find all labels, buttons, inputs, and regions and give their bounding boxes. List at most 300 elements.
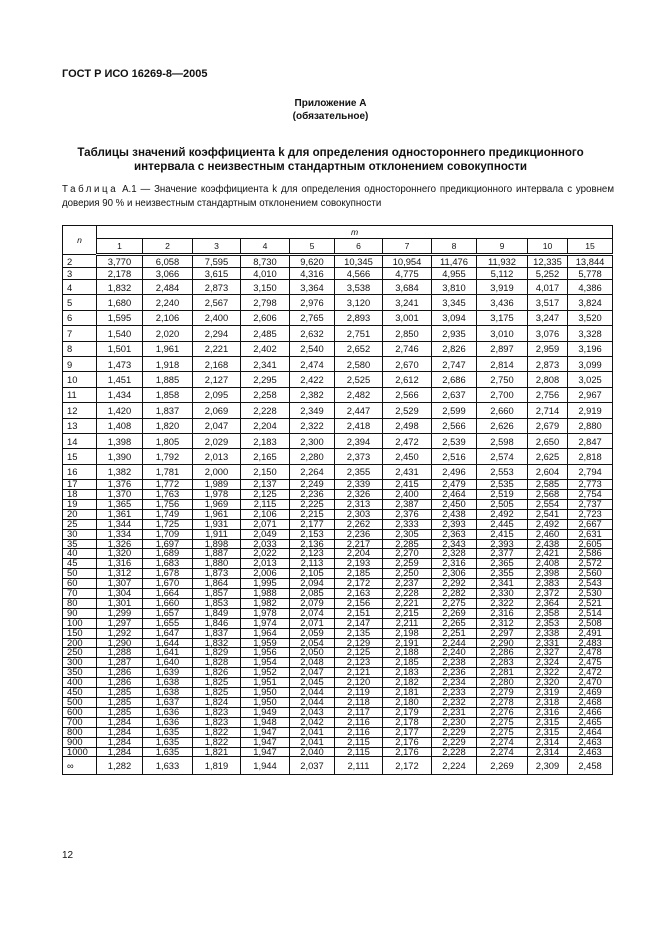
k-value-cell: 2,251	[432, 628, 477, 638]
k-value-cell: 1,640	[143, 658, 193, 668]
k-value-cell: 3,099	[568, 356, 613, 371]
k-value-cell: 1,763	[143, 489, 193, 499]
n-cell: 70	[63, 589, 97, 599]
k-value-cell: 1,344	[97, 519, 143, 529]
k-value-cell: 2,756	[528, 387, 568, 402]
m-column-header: m	[97, 226, 613, 239]
table-row	[63, 449, 613, 464]
k-value-cell: 2,215	[290, 509, 335, 519]
k-value-cell: 2,631	[568, 529, 613, 539]
k-value-cell: 2,269	[432, 608, 477, 618]
k-value-cell: 1,365	[97, 499, 143, 509]
k-value-cell: 2,746	[383, 341, 432, 356]
k-value-cell: 2,280	[290, 449, 335, 464]
table-row	[63, 509, 613, 519]
k-value-cell: 2,464	[432, 489, 477, 499]
k-value-cell: 2,539	[432, 433, 477, 448]
k-value-cell: 3,241	[383, 295, 432, 310]
n-cell: 5	[63, 295, 97, 310]
k-value-cell: 1,639	[143, 668, 193, 678]
table-row	[63, 387, 613, 402]
k-value-cell: 1,655	[143, 618, 193, 628]
k-value-cell: 2,586	[568, 549, 613, 559]
table-body	[63, 255, 613, 775]
n-cell: 50	[63, 569, 97, 579]
k-value-cell: 1,382	[97, 464, 143, 479]
k-value-cell: 2,338	[528, 628, 568, 638]
k-value-cell: 1,911	[193, 529, 241, 539]
k-value-cell: 1,819	[193, 757, 241, 775]
k-value-cell: 1,636	[143, 707, 193, 717]
k-value-cell: 2,313	[335, 499, 383, 509]
k-value-cell: 2,125	[335, 648, 383, 658]
k-value-cell: 2,355	[477, 569, 528, 579]
k-value-cell: 2,818	[568, 449, 613, 464]
k-value-cell: 2,106	[143, 310, 193, 325]
k-value-cell: 3,538	[335, 280, 383, 295]
k-value-cell: 2,754	[568, 489, 613, 499]
table-row	[63, 737, 613, 747]
k-value-cell: 2,228	[432, 747, 477, 757]
k-value-cell: 2,037	[290, 757, 335, 775]
k-value-cell: 2,343	[432, 539, 477, 549]
table-row	[63, 519, 613, 529]
table-row	[63, 356, 613, 371]
k-value-cell: 2,233	[432, 688, 477, 698]
k-value-cell: 2,625	[528, 449, 568, 464]
k-value-cell: 1,312	[97, 569, 143, 579]
n-cell: 30	[63, 529, 97, 539]
table-row	[63, 326, 613, 341]
k-value-cell: 1,853	[193, 598, 241, 608]
k-value-cell: 1,947	[241, 737, 290, 747]
k-value-cell: 2,505	[477, 499, 528, 509]
k-value-cell: 2,353	[528, 618, 568, 628]
k-value-cell: 1,961	[193, 509, 241, 519]
k-value-cell: 2,679	[528, 418, 568, 433]
k-value-cell: 2,280	[477, 678, 528, 688]
k-value-cell: 2,193	[335, 559, 383, 569]
k-value-cell: 2,897	[477, 341, 528, 356]
m-header-cell: 3	[193, 239, 241, 255]
k-value-cell: 1,978	[241, 608, 290, 618]
k-value-cell: 1,772	[143, 480, 193, 490]
k-value-cell: 2,050	[290, 648, 335, 658]
n-cell: 4	[63, 280, 97, 295]
k-value-cell: 1,951	[241, 678, 290, 688]
k-value-cell: 2,153	[290, 529, 335, 539]
k-value-cell: 2,125	[241, 489, 290, 499]
k-value-cell: 2,959	[528, 341, 568, 356]
k-value-cell: 3,247	[528, 310, 568, 325]
k-value-cell: 2,069	[193, 403, 241, 418]
k-value-cell: 1,326	[97, 539, 143, 549]
k-value-cell: 1,873	[193, 569, 241, 579]
k-value-cell: 2,074	[290, 608, 335, 618]
k-value-cell: 2,040	[290, 747, 335, 757]
k-value-cell: 1,824	[193, 698, 241, 708]
k-value-cell: 2,274	[477, 747, 528, 757]
k-value-cell: 2,292	[432, 579, 477, 589]
k-value-cell: 2,116	[335, 717, 383, 727]
k-value-cell: 1,285	[97, 698, 143, 708]
k-value-cell: 1,857	[193, 589, 241, 599]
k-value-cell: 2,826	[432, 341, 477, 356]
k-value-cell: 2,240	[432, 648, 477, 658]
k-value-cell: 2,363	[432, 529, 477, 539]
k-value-cell: 1,473	[97, 356, 143, 371]
k-value-cell: 2,225	[290, 499, 335, 509]
k-value-cell: 1,864	[193, 579, 241, 589]
k-value-cell: 1,390	[97, 449, 143, 464]
k-value-cell: 1,837	[143, 403, 193, 418]
k-value-cell: 2,316	[432, 559, 477, 569]
k-value-cell: 1,304	[97, 589, 143, 599]
table-row	[63, 480, 613, 490]
k-value-cell: 1,301	[97, 598, 143, 608]
k-value-cell: 1,823	[193, 707, 241, 717]
k-value-cell: 2,250	[383, 569, 432, 579]
k-value-cell: 2,042	[290, 717, 335, 727]
k-value-cell: 2,464	[568, 727, 613, 737]
k-value-cell: 1,286	[97, 668, 143, 678]
k-value-cell: 2,105	[290, 569, 335, 579]
k-value-cell: 1,292	[97, 628, 143, 638]
k-value-cell: 2,478	[568, 648, 613, 658]
k-value-cell: 1,420	[97, 403, 143, 418]
k-value-cell: 3,076	[528, 326, 568, 341]
k-value-cell: 2,383	[528, 579, 568, 589]
k-value-cell: 2,543	[568, 579, 613, 589]
k-value-cell: 2,041	[290, 737, 335, 747]
n-cell: 11	[63, 387, 97, 402]
k-value-cell: 2,445	[477, 519, 528, 529]
k-value-cell: 1,849	[193, 608, 241, 618]
n-cell: 250	[63, 648, 97, 658]
k-value-cell: 1,633	[143, 757, 193, 775]
m-header-cell: 10	[528, 239, 568, 255]
table-row	[63, 678, 613, 688]
n-cell: 35	[63, 539, 97, 549]
table-caption-text: А.1 — Значение коэффициента k для определения одностороннего предикционного интервала с уровнем доверия 90 % и неизвестным стандартным отклонением совокупности	[62, 184, 614, 209]
k-value-cell: 2,150	[241, 464, 290, 479]
n-cell: 350	[63, 668, 97, 678]
k-value-cell: 2,808	[528, 372, 568, 387]
k-value-cell: 1,989	[193, 480, 241, 490]
k-value-cell: 2,281	[477, 668, 528, 678]
table-row	[63, 628, 613, 638]
k-value-cell: 4,010	[241, 268, 290, 280]
k-value-cell: 1,285	[97, 688, 143, 698]
m-values-header-row	[63, 239, 613, 255]
table-row	[63, 707, 613, 717]
k-value-cell: 1,947	[241, 747, 290, 757]
n-cell: 800	[63, 727, 97, 737]
k-value-cell: 2,079	[290, 598, 335, 608]
k-value-cell: 2,115	[335, 747, 383, 757]
annex-title: Приложение А	[294, 98, 367, 109]
k-value-cell: 1,858	[143, 387, 193, 402]
k-value-cell: 3,824	[568, 295, 613, 310]
k-value-cell: 2,893	[335, 310, 383, 325]
k-value-cell: 3,364	[290, 280, 335, 295]
k-value-cell: 1,284	[97, 747, 143, 757]
k-value-cell: 3,150	[241, 280, 290, 295]
k-value-cell: 3,196	[568, 341, 613, 356]
k-value-cell: 3,001	[383, 310, 432, 325]
k-value-cell: 2,198	[383, 628, 432, 638]
k-value-cell: 1,982	[241, 598, 290, 608]
k-value-cell: 2,418	[335, 418, 383, 433]
k-value-cell: 2,320	[528, 678, 568, 688]
k-value-cell: 2,265	[432, 618, 477, 628]
n-column-header: n	[63, 226, 97, 255]
k-value-cell: 1,825	[193, 688, 241, 698]
n-cell: 18	[63, 489, 97, 499]
k-value-cell: 2,117	[335, 707, 383, 717]
k-value-cell: 2,204	[241, 418, 290, 433]
k-value-cell: 2,151	[335, 608, 383, 618]
table-row	[63, 717, 613, 727]
k-value-cell: 1,299	[97, 608, 143, 618]
k-value-cell: 1,370	[97, 489, 143, 499]
k-value-cell: 2,262	[335, 519, 383, 529]
k-value-cell: 2,567	[193, 295, 241, 310]
k-value-cell: 2,554	[528, 499, 568, 509]
k-value-cell: 2,236	[335, 529, 383, 539]
k-value-cell: 2,275	[477, 717, 528, 727]
k-value-cell: 1,434	[97, 387, 143, 402]
table-row	[63, 295, 613, 310]
k-value-cell: 2,228	[383, 589, 432, 599]
k-value-cell: 2,176	[383, 747, 432, 757]
k-value-cell: 2,240	[143, 295, 193, 310]
table-caption	[62, 183, 614, 211]
n-cell: 60	[63, 579, 97, 589]
k-value-cell: 2,355	[335, 464, 383, 479]
k-value-cell: 1,647	[143, 628, 193, 638]
n-cell: 2	[63, 255, 97, 268]
k-value-cell: 2,474	[290, 356, 335, 371]
k-value-cell: 2,234	[432, 678, 477, 688]
k-value-cell: 2,341	[241, 356, 290, 371]
k-value-cell: 2,398	[528, 569, 568, 579]
k-value-cell: 2,686	[432, 372, 477, 387]
n-cell: 900	[63, 737, 97, 747]
k-value-cell: 1,837	[193, 628, 241, 638]
m-header-cell: 15	[568, 239, 613, 255]
k-value-cell: 2,516	[432, 449, 477, 464]
k-value-cell: 2,136	[290, 539, 335, 549]
k-value-cell: 2,115	[241, 499, 290, 509]
k-value-cell: 1,995	[241, 579, 290, 589]
k-value-cell: 2,322	[477, 598, 528, 608]
k-value-cell: 2,572	[568, 559, 613, 569]
k-value-cell: 1,832	[97, 280, 143, 295]
k-value-cell: 2,269	[477, 757, 528, 775]
k-value-cell: 2,422	[290, 372, 335, 387]
k-value-cell: 2,667	[568, 519, 613, 529]
k-value-cell: 2,798	[241, 295, 290, 310]
table-row	[63, 618, 613, 628]
k-value-cell: 2,330	[477, 589, 528, 599]
k-value-cell: 2,660	[477, 403, 528, 418]
k-value-cell: 2,714	[528, 403, 568, 418]
k-value-cell: 2,236	[432, 668, 477, 678]
n-cell: 100	[63, 618, 97, 628]
k-value-cell: 1,697	[143, 539, 193, 549]
k-value-cell: 7,595	[193, 255, 241, 268]
k-value-cell: 2,163	[335, 589, 383, 599]
table-row	[63, 569, 613, 579]
k-value-cell: 2,328	[432, 549, 477, 559]
k-value-cell: 2,450	[383, 449, 432, 464]
k-value-cell: 2,491	[568, 628, 613, 638]
k-value-cell: 2,394	[335, 433, 383, 448]
k-value-cell: 2,204	[335, 549, 383, 559]
k-value-cell: 2,529	[383, 403, 432, 418]
k-value-cell: 2,605	[568, 539, 613, 549]
k-value-cell: 1,657	[143, 608, 193, 618]
k-value-cell: 1,709	[143, 529, 193, 539]
k-value-cell: 2,303	[335, 509, 383, 519]
k-value-cell: 2,976	[290, 295, 335, 310]
k-value-cell: 2,751	[335, 326, 383, 341]
k-value-cell: 2,465	[568, 717, 613, 727]
table-row	[63, 559, 613, 569]
k-value-cell: 1,376	[97, 480, 143, 490]
k-value-cell: 2,339	[335, 480, 383, 490]
k-value-cell: 2,183	[241, 433, 290, 448]
k-value-cell: 2,237	[383, 579, 432, 589]
k-value-cell: 2,574	[477, 449, 528, 464]
k-value-cell: 1,284	[97, 717, 143, 727]
k-value-cell: 2,316	[528, 707, 568, 717]
k-value-cell: 1,320	[97, 549, 143, 559]
k-value-cell: 2,147	[335, 618, 383, 628]
k-value-cell: 2,129	[335, 638, 383, 648]
n-cell: 6	[63, 310, 97, 325]
k-value-cell: 2,553	[477, 464, 528, 479]
k-value-cell: 1,286	[97, 678, 143, 688]
k-value-cell: 3,025	[568, 372, 613, 387]
n-cell: 150	[63, 628, 97, 638]
n-cell: ∞	[63, 757, 97, 775]
k-value-cell: 2,327	[528, 648, 568, 658]
k-value-cell: 2,535	[477, 480, 528, 490]
k-value-cell: 2,393	[477, 539, 528, 549]
k-value-cell: 1,964	[241, 628, 290, 638]
k-value-cell: 2,176	[383, 737, 432, 747]
k-value-cell: 2,447	[335, 403, 383, 418]
k-value-cell: 2,312	[477, 618, 528, 628]
k-value-cell: 2,295	[241, 372, 290, 387]
k-value-cell: 3,328	[568, 326, 613, 341]
k-value-cell: 2,137	[241, 480, 290, 490]
k-value-cell: 2,285	[383, 539, 432, 549]
k-value-cell: 3,345	[432, 295, 477, 310]
k-value-cell: 1,959	[241, 638, 290, 648]
k-value-cell: 1,398	[97, 433, 143, 448]
k-value-cell: 1,678	[143, 569, 193, 579]
k-value-cell: 2,228	[241, 403, 290, 418]
k-value-cell: 1,829	[193, 648, 241, 658]
k-value-cell: 3,615	[193, 268, 241, 280]
k-value-cell: 2,560	[568, 569, 613, 579]
k-value-cell: 2,217	[335, 539, 383, 549]
k-value-cell: 1,725	[143, 519, 193, 529]
table-row	[63, 668, 613, 678]
k-value-cell: 2,315	[528, 727, 568, 737]
k-value-cell: 2,188	[383, 648, 432, 658]
table-row	[63, 638, 613, 648]
n-cell: 17	[63, 480, 97, 490]
k-value-cell: 2,029	[193, 433, 241, 448]
k-value-cell: 2,172	[383, 757, 432, 775]
m-header-cell: 2	[143, 239, 193, 255]
k-value-cell: 1,670	[143, 579, 193, 589]
n-cell: 19	[63, 499, 97, 509]
k-value-cell: 2,314	[528, 737, 568, 747]
k-value-cell: 1,501	[97, 341, 143, 356]
k-value-cell: 2,606	[241, 310, 290, 325]
k-value-cell: 1,749	[143, 509, 193, 519]
k-value-cell: 1,307	[97, 579, 143, 589]
k-value-cell: 2,967	[568, 387, 613, 402]
k-value-cell: 2,540	[290, 341, 335, 356]
k-value-cell: 2,305	[383, 529, 432, 539]
k-value-cell: 2,376	[383, 509, 432, 519]
k-value-cell: 2,935	[432, 326, 477, 341]
k-value-cell: 2,566	[432, 418, 477, 433]
table-row	[63, 589, 613, 599]
m-header-cell: 9	[477, 239, 528, 255]
k-value-cell: 11,932	[477, 255, 528, 268]
table-row	[63, 658, 613, 668]
k-value-cell: 2,492	[528, 519, 568, 529]
k-value-cell: 2,498	[383, 418, 432, 433]
k-value-cell: 1,756	[143, 499, 193, 509]
table-row	[63, 648, 613, 658]
table-row	[63, 727, 613, 737]
table-caption-label: Таблица	[62, 184, 119, 195]
document-id: ГОСТ Р ИСО 16269-8—2005	[62, 68, 208, 80]
k-value-cell: 2,431	[383, 464, 432, 479]
k-value-cell: 2,297	[477, 628, 528, 638]
k-value-cell: 2,315	[528, 717, 568, 727]
k-value-cell: 1,689	[143, 549, 193, 559]
k-value-cell: 3,810	[432, 280, 477, 295]
m-header-cell: 6	[335, 239, 383, 255]
k-value-cell: 1,828	[193, 658, 241, 668]
n-cell: 10	[63, 372, 97, 387]
k-value-cell: 2,482	[335, 387, 383, 402]
table-row	[63, 433, 613, 448]
k-value-cell: 1,595	[97, 310, 143, 325]
k-value-cell: 1,880	[193, 559, 241, 569]
table-row	[63, 608, 613, 618]
k-value-cell: 2,283	[477, 658, 528, 668]
k-value-cell: 13,844	[568, 255, 613, 268]
k-value-cell: 1,952	[241, 668, 290, 678]
k-value-cell: 2,463	[568, 737, 613, 747]
k-value-cell: 2,115	[335, 737, 383, 747]
k-value-cell: 1,297	[97, 618, 143, 628]
k-value-cell: 2,568	[528, 489, 568, 499]
k-value-cell: 2,479	[432, 480, 477, 490]
k-value-cell: 1,451	[97, 372, 143, 387]
k-value-cell: 2,286	[477, 648, 528, 658]
